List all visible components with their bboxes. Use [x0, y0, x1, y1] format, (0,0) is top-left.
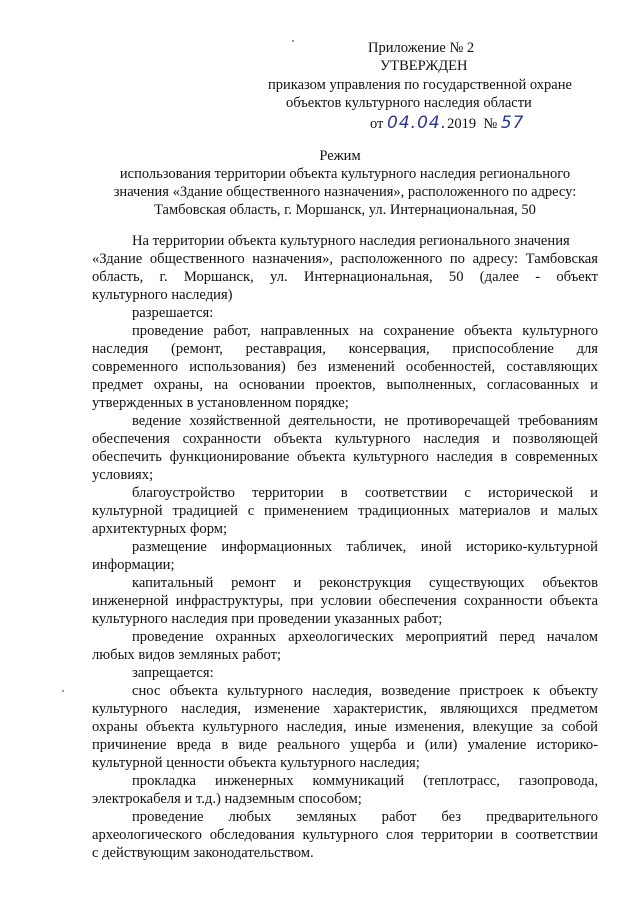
- appendix-label: Приложение № 2: [368, 40, 475, 56]
- body-line: На территории объекта культурного наследия регионального значения: [132, 233, 570, 249]
- body-line: предмет охраны, на основании проектов, выполненных, согласованных и: [92, 377, 598, 393]
- date-handwritten: 04.04.: [387, 113, 448, 133]
- body-line: культурного наследия при проведении указанных работ;: [92, 611, 443, 627]
- body-line: проведение работ, направленных на сохранение объекта культурного: [132, 323, 598, 339]
- body-line: любых видов земляных работ;: [92, 647, 282, 663]
- body-line: культурного наследия, изменение характеристик, являющихся предметом: [92, 701, 598, 717]
- section-forbidden: запрещается:: [132, 665, 214, 681]
- approved-label: УТВЕРЖДЕН: [380, 58, 468, 74]
- date-prefix: от: [370, 116, 384, 132]
- body-line: обеспечения сохранности объекта культурного наследия и позволяющей: [92, 431, 598, 447]
- body-line: архитектурных форм;: [92, 521, 228, 537]
- body-line: проведение любых земляных работ без предварительного: [132, 809, 598, 825]
- date-year: 2019: [447, 116, 477, 132]
- title-line-1: использования территории объекта культурного наследия регионального: [119, 166, 571, 182]
- scan-speck: [62, 690, 64, 692]
- body-line: снос объекта культурного наследия, возведение пристроек к объекту: [132, 683, 598, 699]
- body-line: с действующим законодательством.: [92, 845, 314, 861]
- title-line-3: Тамбовская область, г. Моршанск, ул. Интернациональная, 50: [154, 202, 536, 218]
- title-line-2: значения «Здание общественного назначения», расположенного по адресу:: [113, 184, 577, 200]
- body-line: проведение охранных археологических мероприятий перед началом: [132, 629, 598, 645]
- body-line: утвержденных в установленном порядке;: [92, 395, 349, 411]
- body-line: охраны объекта культурного наследия, иные изменения, влекущие за собой: [92, 719, 598, 735]
- order-date-line: [370, 113, 524, 133]
- order-line-1: приказом управления по государственной охране: [268, 77, 572, 93]
- number-sign: №: [483, 116, 498, 132]
- body-line: культурной традицией с применением традиционных материалов и малых: [92, 503, 598, 519]
- order-line-2: объектов культурного наследия области: [286, 95, 532, 111]
- body-line: современного использования) без изменений особенностей, составляющих: [92, 359, 598, 375]
- body-line: «Здание общественного назначения», расположенного по адресу: Тамбовская: [92, 251, 598, 267]
- body-line: культурной ценности объекта культурного наследия;: [92, 755, 420, 771]
- body-line: размещение информационных табличек, иной историко-культурной: [132, 539, 598, 555]
- body-line: археологического обследования культурного слоя территории в соответствии: [92, 827, 598, 843]
- body-line: инженерной инфраструктуры, при условии обеспечения сохранности объекта: [92, 593, 598, 609]
- body-line: обеспечить функционирование объекта культурного наследия в современных: [92, 449, 598, 465]
- body-line: информации;: [92, 557, 175, 573]
- body-line: культурного наследия): [92, 287, 233, 303]
- body-line: капитальный ремонт и реконструкция существующих объектов: [132, 575, 598, 591]
- body-line: наследия (ремонт, реставрация, консервация, приспособление для: [92, 341, 598, 357]
- body-line: условиях;: [92, 467, 154, 483]
- scan-speck: [292, 40, 294, 42]
- body-line: прокладка инженерных коммуникаций (теплотрасс, газопровода,: [132, 773, 598, 789]
- regime-title: Режим: [319, 148, 361, 164]
- body-line: причинение вреда в виде реального ущерба и (или) умаление историко-: [92, 737, 598, 753]
- body-line: электрокабеля и т.д.) надземным способом;: [92, 791, 362, 807]
- body-line: благоустройство территории в соответствии с исторической и: [132, 485, 598, 501]
- body-line: область, г. Моршанск, ул. Интернациональная, 50 (далее - объект: [92, 269, 598, 285]
- number-handwritten: 57: [500, 113, 525, 133]
- section-allowed: разрешается:: [132, 305, 214, 321]
- body-line: ведение хозяйственной деятельности, не противоречащей требованиям: [132, 413, 598, 429]
